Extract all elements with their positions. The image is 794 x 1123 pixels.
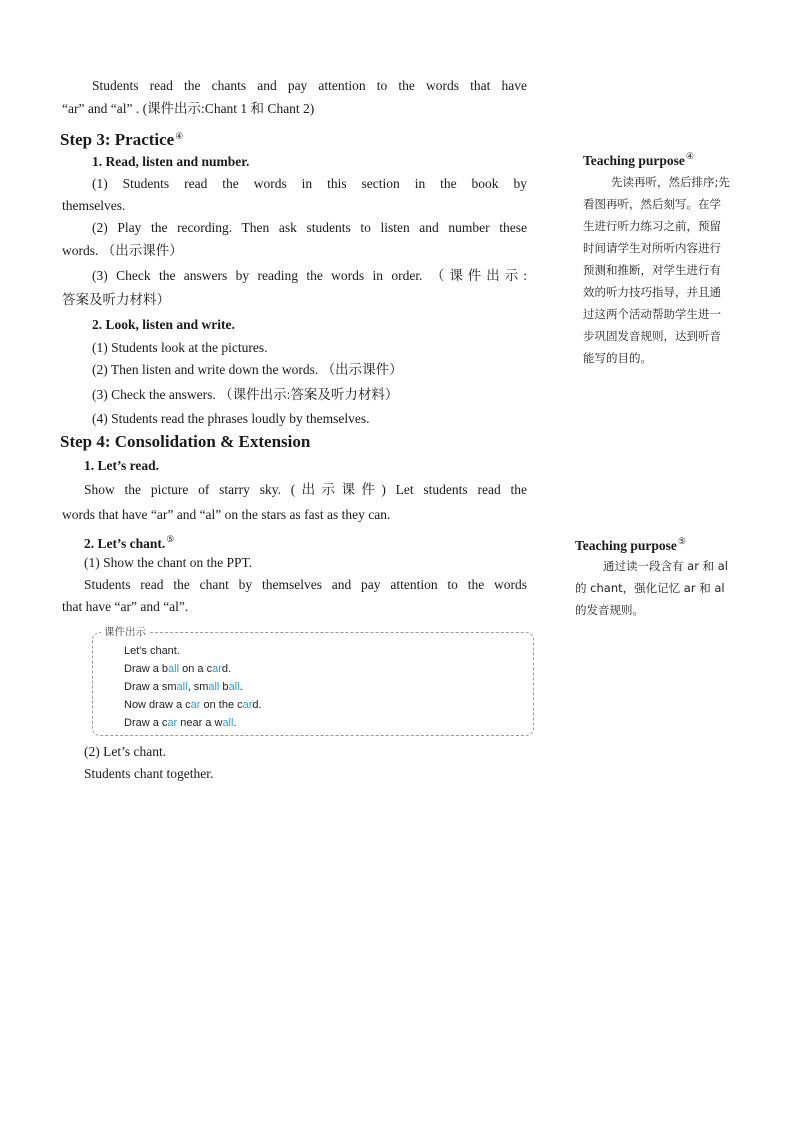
purpose-line: 先读再听，然后排序;先 [611, 175, 730, 189]
footnote-marker: ⑤ [166, 534, 175, 544]
step4-sub1-line1: Show the picture of starry sky. (出示课件) Let students read the [84, 482, 527, 497]
purpose-line: 过这两个活动帮助学生进一 [583, 307, 721, 321]
chant-highlight: all [222, 717, 234, 729]
chant-text: b [219, 681, 229, 693]
chant-text: near a w [177, 717, 223, 729]
purpose-line: 效的听力技巧指导，并且通 [583, 285, 721, 299]
chant-text: on a c [179, 663, 213, 675]
step4-heading: Step 4: Consolidation & Extension [60, 432, 311, 451]
chant-text: Draw a sm [124, 681, 177, 693]
teaching-purpose-5-title [575, 533, 686, 554]
chant-line [124, 714, 237, 732]
purpose-line: 通过读一段含有 ar 和 al [603, 559, 728, 573]
intro-line-2: “ar” and “al” . (课件出示:Chant 1 和 Chant 2) [62, 101, 315, 116]
teaching-purpose-title-text: Teaching purpose [583, 153, 685, 168]
step3-sub2-heading: 2. Look, listen and write. [92, 317, 235, 332]
step4-sub2-para-line1: Students read the chant by themselves and pay attention to the words [84, 577, 527, 592]
footnote-marker: ④ [685, 151, 694, 161]
step3-sub1-item1-line1: (1) Students read the words in this section in the book by [92, 176, 527, 191]
step4-sub2-heading [84, 531, 174, 552]
step4-sub1-line2: words that have “ar” and “al” on the stars as fast as they can. [62, 507, 391, 522]
purpose-line: 的发音规则。 [575, 603, 644, 617]
chant-highlight: all [228, 681, 240, 693]
step4-sub2-item1: (1) Show the chant on the PPT. [84, 555, 253, 570]
chant-highlight: all [168, 663, 180, 675]
chant-text: on the c [200, 699, 243, 711]
step3-sub2-item1: (1) Students look at the pictures. [92, 340, 268, 355]
chant-highlight: ar [212, 663, 222, 675]
footnote-marker: ⑤ [677, 536, 686, 546]
chant-line [124, 696, 262, 714]
step3-sub1-item2-line1: (2) Play the recording. Then ask students to listen and number these [92, 220, 527, 235]
chant-text: . [239, 681, 243, 693]
step3-sub2-item2: (2) Then listen and write down the words. （出示课件） [92, 362, 403, 377]
purpose-line: 生进行听力练习之前，预留 [583, 219, 721, 233]
step4-sub2-para-line2: that have “ar” and “al”. [62, 599, 189, 614]
chant-text: Draw a b [124, 663, 169, 675]
intro-line-1: Students read the chants and pay attention to the words that have [92, 78, 527, 93]
step3-sub1-item1-line2: themselves. [62, 198, 126, 213]
chant-highlight: all [208, 681, 220, 693]
chant-highlight: ar [167, 717, 178, 729]
purpose-line: 的 chant，强化记忆 ar 和 al [575, 581, 725, 595]
teaching-purpose-5-body [575, 555, 755, 621]
purpose-line: 预测和推断，对学生进行有 [583, 263, 721, 277]
step3-sub2-item4: (4) Students read the phrases loudly by themselves. [92, 411, 370, 426]
step3-sub1-item2-line2: words. （出示课件） [62, 243, 183, 258]
chant-text: . [233, 717, 237, 729]
step3-heading-text: Step 3: Practice [60, 130, 175, 149]
step3-sub1-item3-line1: (3) Check the answers by reading the words in order. （课件出示: [92, 268, 527, 283]
teaching-purpose-4-body [583, 171, 753, 369]
purpose-line: 步巩固发音规则，达到听音 [583, 329, 721, 343]
step4-sub2-item2: (2) Let’s chant. [84, 744, 167, 759]
chant-line [124, 678, 243, 696]
chant-line: Let's chant. [124, 645, 180, 657]
step3-sub1-item3-line2: 答案及听力材料） [62, 292, 170, 307]
chant-text: Draw a c [124, 717, 168, 729]
step3-heading [60, 126, 183, 150]
teaching-purpose-title-text: Teaching purpose [575, 538, 677, 553]
step4-sub1-heading: 1. Let’s read. [84, 458, 159, 473]
purpose-line: 能写的目的。 [583, 351, 652, 365]
footnote-marker: ④ [175, 131, 184, 141]
step3-sub2-item3: (3) Check the answers. （课件出示:答案及听力材料） [92, 387, 399, 402]
courseware-box-title: 课件出示 [101, 625, 149, 639]
teaching-purpose-4-title [583, 148, 694, 169]
chant-highlight: ar [190, 699, 201, 711]
chant-text: Now draw a c [124, 699, 191, 711]
chant-highlight: ar [242, 699, 253, 711]
step3-sub1-heading: 1. Read, listen and number. [92, 154, 250, 169]
chant-text: , sm [187, 681, 209, 693]
step4-sub2-heading-text: 2. Let’s chant. [84, 536, 166, 551]
chant-highlight: all [176, 681, 188, 693]
step4-sub2-item2-text: Students chant together. [84, 766, 214, 781]
purpose-line: 时间请学生对所听内容进行 [583, 241, 721, 255]
purpose-line: 看图再听，然后刻写。在学 [583, 197, 721, 211]
chant-line [124, 660, 231, 678]
chant-text: d. [221, 663, 232, 675]
chant-text: d. [252, 699, 262, 711]
